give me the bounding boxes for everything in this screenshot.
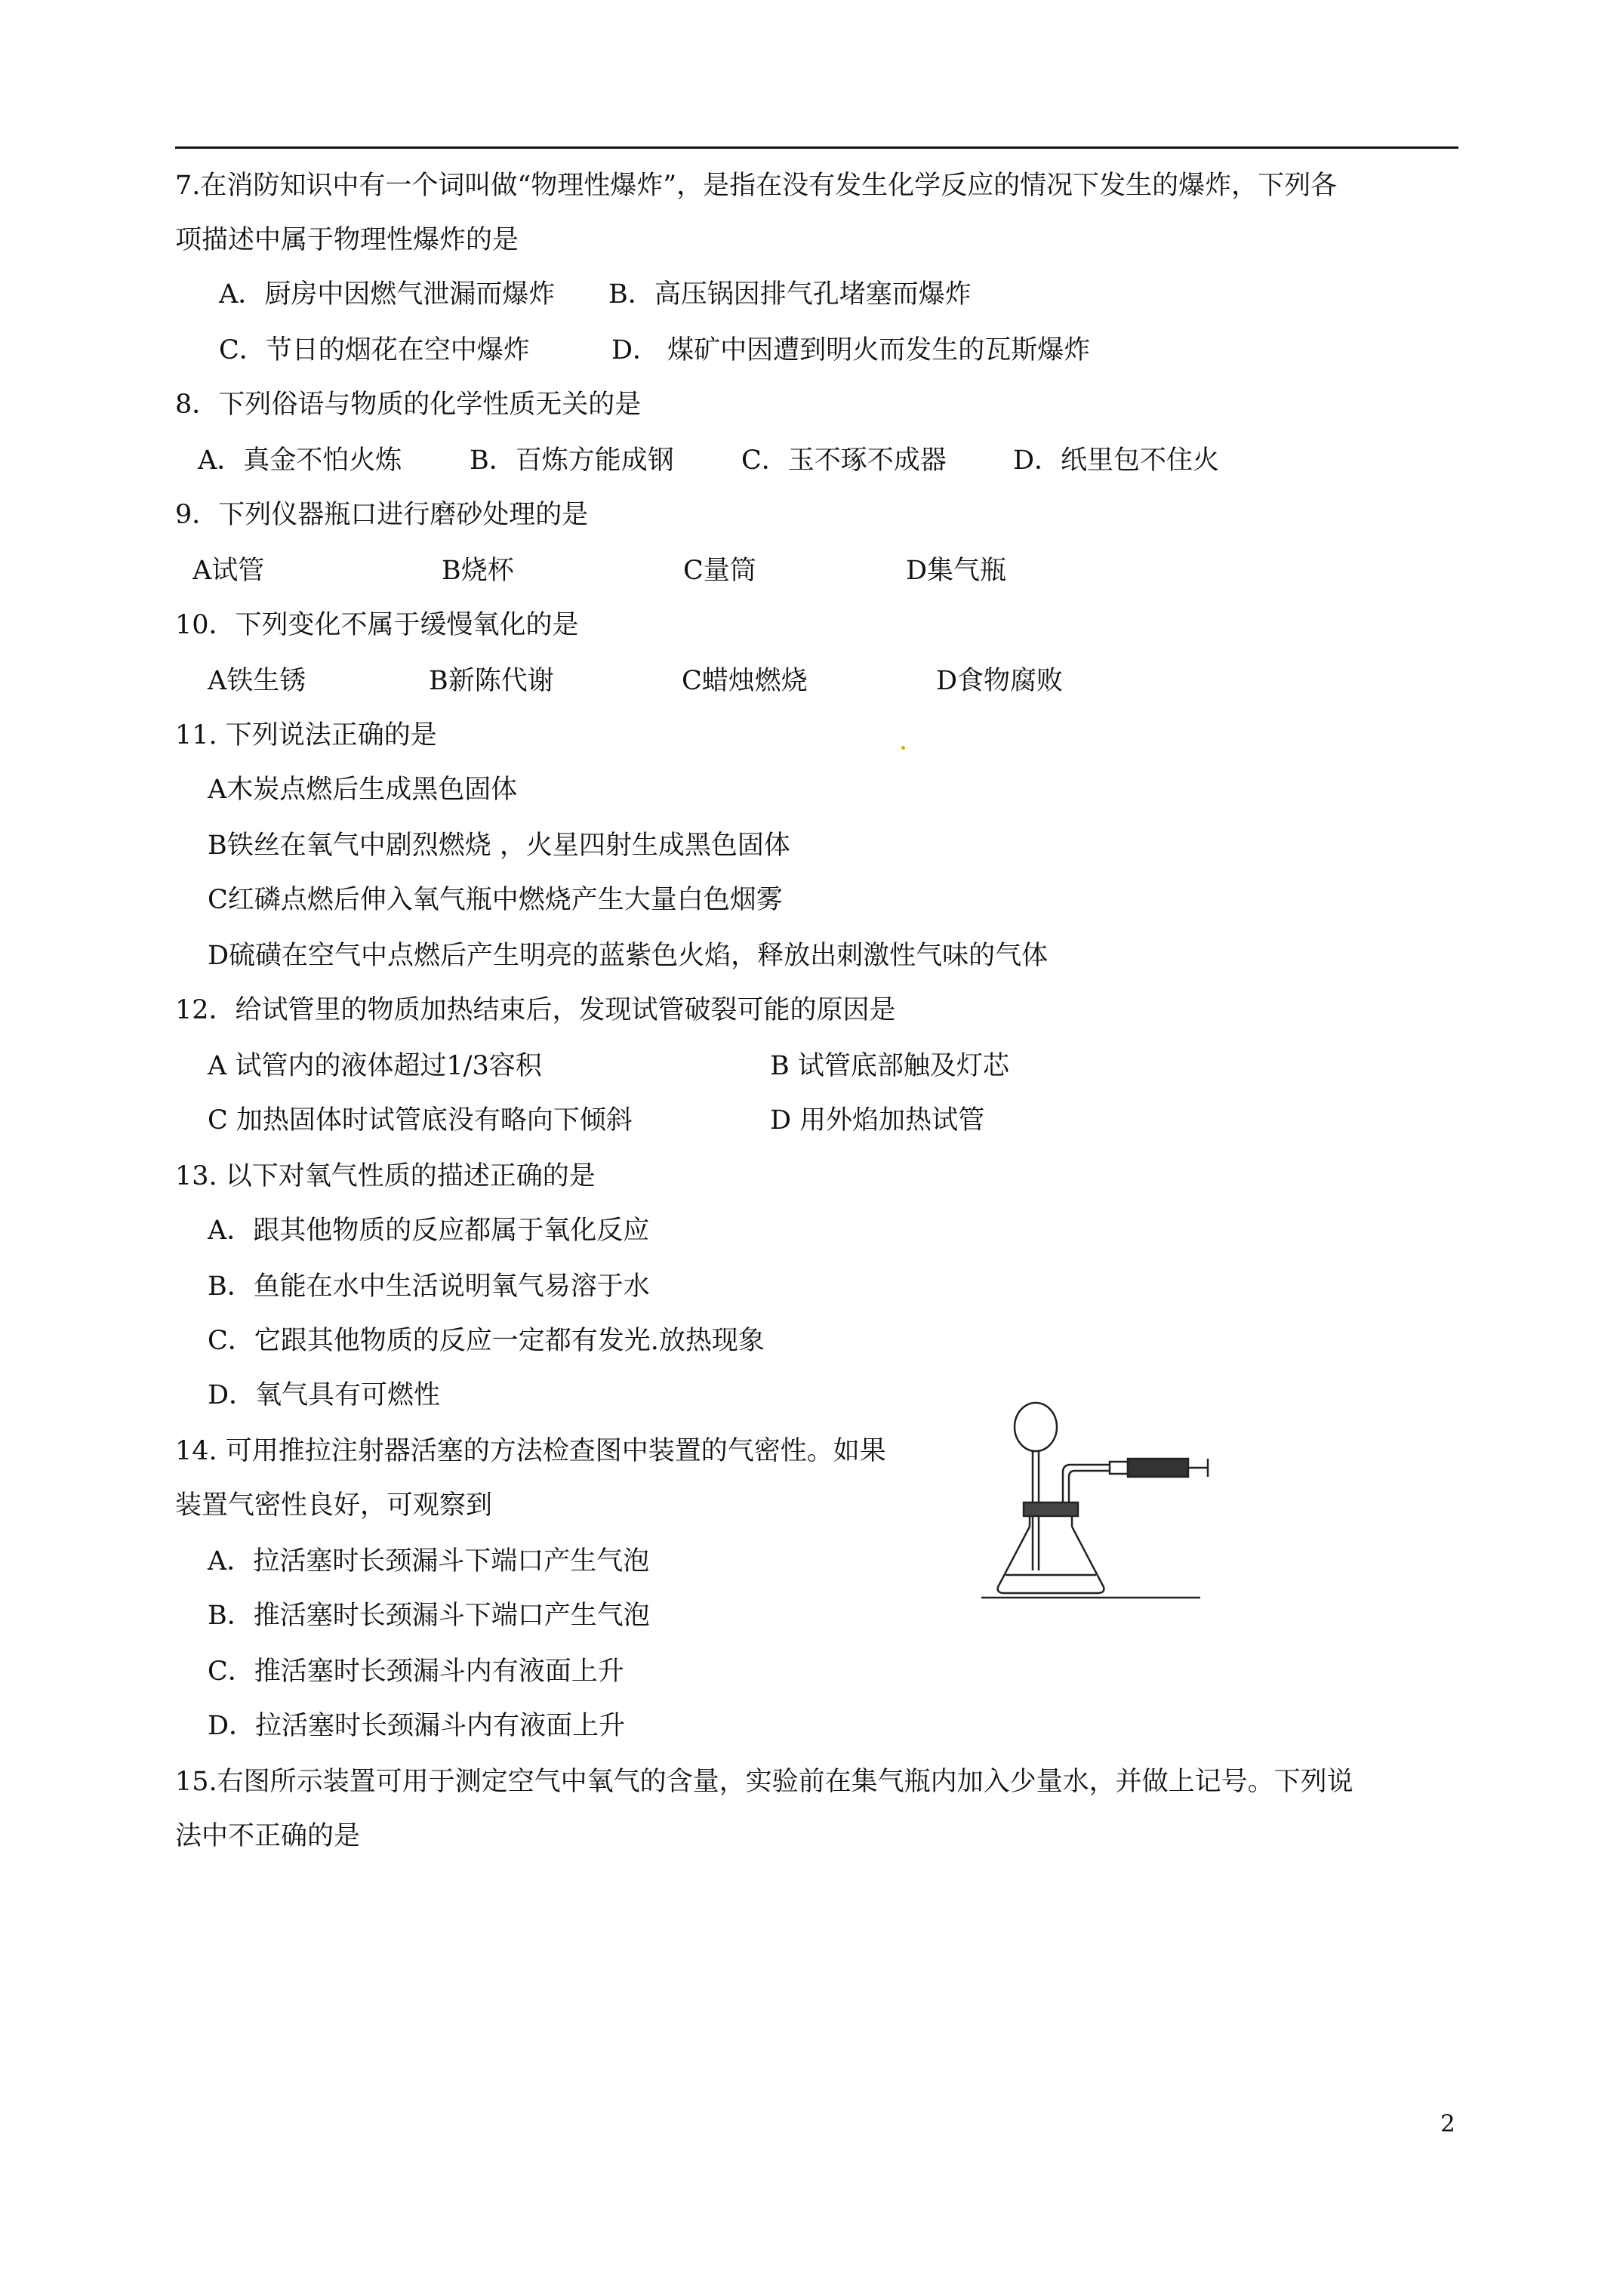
q13-option-c: C．它跟其他物质的反应一定都有发光.放热现象	[208, 1326, 765, 1356]
airtightness-apparatus-figure	[981, 1389, 1215, 1601]
q10-stem: 10．下列变化不属于缓慢氧化的是	[175, 610, 579, 640]
q7-stem-line2: 项描述中属于物理性爆炸的是	[175, 225, 519, 255]
q12-option-b: B 试管底部触及灯芯	[770, 1051, 1009, 1081]
page-number: 2	[1440, 2110, 1455, 2137]
q10-option-b: B新陈代谢	[429, 666, 554, 696]
q11-stem: 11. 下列说法正确的是	[175, 720, 437, 750]
q13-option-b: B．鱼能在水中生活说明氧气易溶于水	[208, 1271, 650, 1302]
q7-stem-line1: 7.在消防知识中有一个词叫做“物理性爆炸”，是指在没有发生化学反应的情况下发生的爆炸，下列各	[175, 171, 1338, 201]
q8-option-b: B．百炼方能成钢	[470, 445, 674, 476]
q8-stem: 8．下列俗语与物质的化学性质无关的是	[175, 390, 642, 420]
q11-option-c: C红磷点燃后伸入氧气瓶中燃烧产生大量白色烟雾	[208, 885, 783, 915]
q11-option-b: B铁丝在氧气中剧烈燃烧 ，火星四射生成黑色固体	[208, 831, 790, 861]
q9-option-a: A试管	[192, 556, 265, 586]
q14-option-b: B．推活塞时长颈漏斗下端口产生气泡	[208, 1601, 650, 1631]
q13-stem: 13. 以下对氧气性质的描述正确的是	[175, 1161, 596, 1191]
q11-option-a: A木炭点燃后生成黑色固体	[208, 775, 518, 805]
q7-option-a: A．厨房中因燃气泄漏而爆炸	[219, 279, 556, 310]
q10-option-a: A铁生锈	[208, 666, 306, 696]
q9-option-b: B烧杯	[442, 556, 514, 586]
q10-option-c: C蜡烛燃烧	[682, 666, 808, 696]
header-rule	[175, 146, 1458, 149]
q15-stem-line2: 法中不正确的是	[175, 1821, 361, 1851]
q8-option-c: C．玉不琢不成器	[741, 445, 947, 476]
q7-option-c: C．节日的烟花在空中爆炸	[219, 335, 530, 365]
q15-stem-line1: 15.右图所示装置可用于测定空气中氧气的含量，实验前在集气瓶内加入少量水，并做上记号。下列说	[175, 1767, 1354, 1797]
q12-option-c: C 加热固体时试管底没有略向下倾斜	[208, 1105, 633, 1136]
q9-option-c: C量筒	[683, 556, 756, 586]
q14-option-c: C．推活塞时长颈漏斗内有液面上升	[208, 1657, 624, 1687]
q13-option-d: D．氧气具有可燃性	[208, 1380, 441, 1410]
q9-stem: 9．下列仪器瓶口进行磨砂处理的是	[175, 500, 589, 530]
q14-option-a: A．拉活塞时长颈漏斗下端口产生气泡	[208, 1546, 650, 1576]
q9-option-d: D集气瓶	[906, 556, 1007, 586]
q12-stem: 12．给试管里的物质加热结束后，发现试管破裂可能的原因是	[175, 995, 896, 1025]
q7-option-d: D． 煤矿中因遭到明火而发生的瓦斯爆炸	[611, 335, 1091, 365]
q8-option-a: A．真金不怕火炼	[198, 445, 402, 476]
q12-option-d: D 用外焰加热试管	[770, 1105, 985, 1136]
q7-option-b: B．高压锅因排气孔堵塞而爆炸	[608, 279, 972, 310]
q12-option-a: A 试管内的液体超过1/3容积	[208, 1051, 542, 1081]
q10-option-d: D食物腐败	[936, 666, 1064, 696]
q14-option-d: D．拉活塞时长颈漏斗内有液面上升	[208, 1711, 626, 1741]
stray-mark	[901, 746, 905, 750]
q11-option-d: D硫磺在空气中点燃后产生明亮的蓝紫色火焰，释放出刺激性气味的气体	[208, 941, 1049, 971]
q14-stem-line2: 装置气密性良好，可观察到	[175, 1490, 493, 1521]
q8-option-d: D．纸里包不住火	[1013, 445, 1220, 476]
q14-stem-line1: 14. 可用推拉注射器活塞的方法检查图中装置的气密性。如果	[175, 1436, 886, 1466]
q13-option-a: A．跟其他物质的反应都属于氧化反应	[208, 1216, 650, 1246]
